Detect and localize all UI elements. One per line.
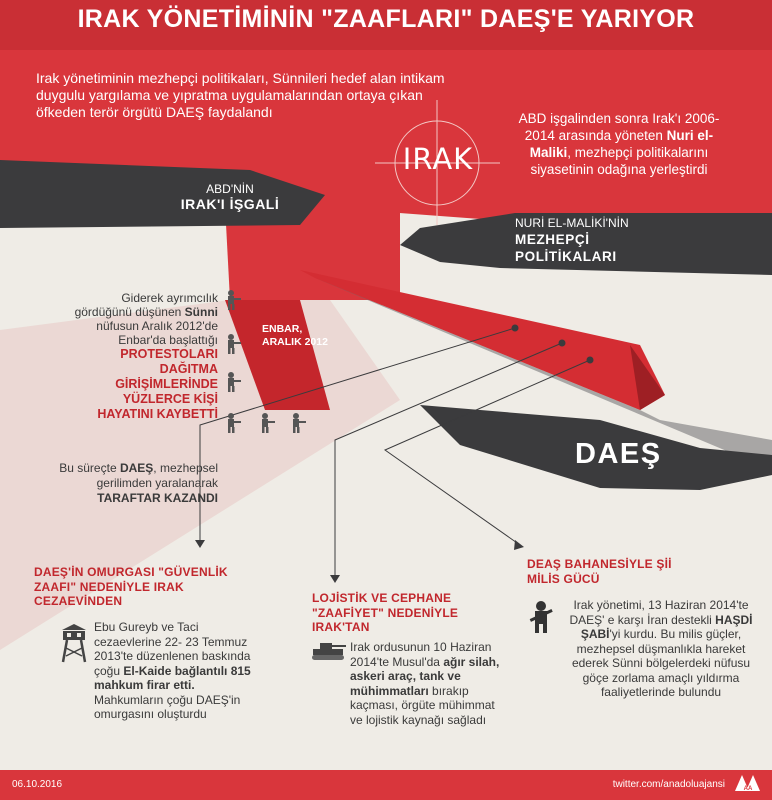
intro-text: Irak yönetiminin mezhepçi politikaları, Sünnileri hedef alan intikam duygulu yargılama ve yıpratma uygulamalarından ortaya çıkan öfkeden terör örgütü DAEŞ faydalandı [36, 70, 445, 120]
logistics-heading: LOJİSTİK VE CEPHANE "ZAAFİYET" NEDENİYLE IRAK'TAN [312, 591, 459, 634]
enbar-label: ENBAR, ARALIK 2012 [262, 323, 328, 348]
footer-date: 06.10.2016 [12, 779, 63, 790]
militia-text: Irak yönetimi, 13 Haziran 2014'te DAEŞ' e karşı İran destekli HAŞDİ ŞABİ'yi kurdu. Bu milis güçler, mezhepsel düşmanlıkla hareket ederek Sünni bölgelerdeki nüfusu göçe zorlama amaçlı yıldırma faaliyetlerinde bulundu [569, 598, 753, 699]
maliki-text: ABD işgalinden sonra Irak'ı 2006-2014 arasında yöneten Nuri el-Maliki, mezhepçi politikalarını siyasetinin odağına yerleştirdi [518, 111, 720, 177]
militia-heading: DEAŞ BAHANESİYLE Şİİ MİLİS GÜCÜ [527, 557, 672, 586]
aa-logo-icon [733, 773, 763, 793]
page-title: IRAK YÖNETİMİNİN "ZAAFLARI" DAEŞ'E YARIYOR [77, 5, 695, 33]
prison-heading: DAEŞ'İN OMURGASI "GÜVENLİK ZAAFI" NEDENİYLE IRAK CEZAEVİNDEN [34, 565, 228, 608]
footer-twitter-link[interactable]: twitter.com/anadoluajansi [612, 779, 725, 790]
soldier-icon [222, 412, 242, 434]
center-label: IRAK [402, 142, 474, 176]
supporters-text: Bu süreçte DAEŞ, mezhepsel gerilimden yaralanarak TARAFTAR KAZANDI [59, 461, 218, 505]
soldier-icon [256, 412, 276, 434]
soldier-icon [222, 289, 242, 311]
logistics-text: Irak ordusunun 10 Haziran 2014'te Musul'da ağır silah, askeri araç, tank ve mühimmatları bırakıp kaçması, örgüte mühimmat ve lojistik kaynağı sağladı [350, 640, 500, 727]
prison-text: Ebu Gureyb ve Taci cezaevlerine 22- 23 Temmuz 2013'te düzenlenen baskında çoğu El-Kaide bağlantılı 815 mahkum firar etti. Mahkumların çoğu DAEŞ'in omurgasını oluşturdu [94, 620, 251, 721]
tank-icon [310, 640, 348, 662]
militia-icon [527, 600, 555, 634]
svg-text:AA: AA [743, 786, 753, 792]
watchtower-icon [58, 622, 90, 664]
occupation-label: ABD'NİN IRAK'I İŞGALİ [180, 182, 280, 212]
soldier-icon [287, 412, 307, 434]
sectarian-label: NURİ EL-MALİKİ'NİN MEZHEPÇİ POLİTİKALARI [515, 216, 629, 264]
daesh-label: DAEŞ [575, 438, 662, 470]
soldier-icon [222, 371, 242, 393]
sunni-protest-text: Giderek ayrımcılık gördüğünü düşünen Sünni nüfusun Aralık 2012'de Enbar'da başlattığı PROTESTOLARI DAĞITMA GİRİŞİMLERİNDE YÜZLERCE KİŞİ HAYATINI KAYBETTİ [74, 291, 218, 421]
soldier-icon [222, 333, 242, 355]
